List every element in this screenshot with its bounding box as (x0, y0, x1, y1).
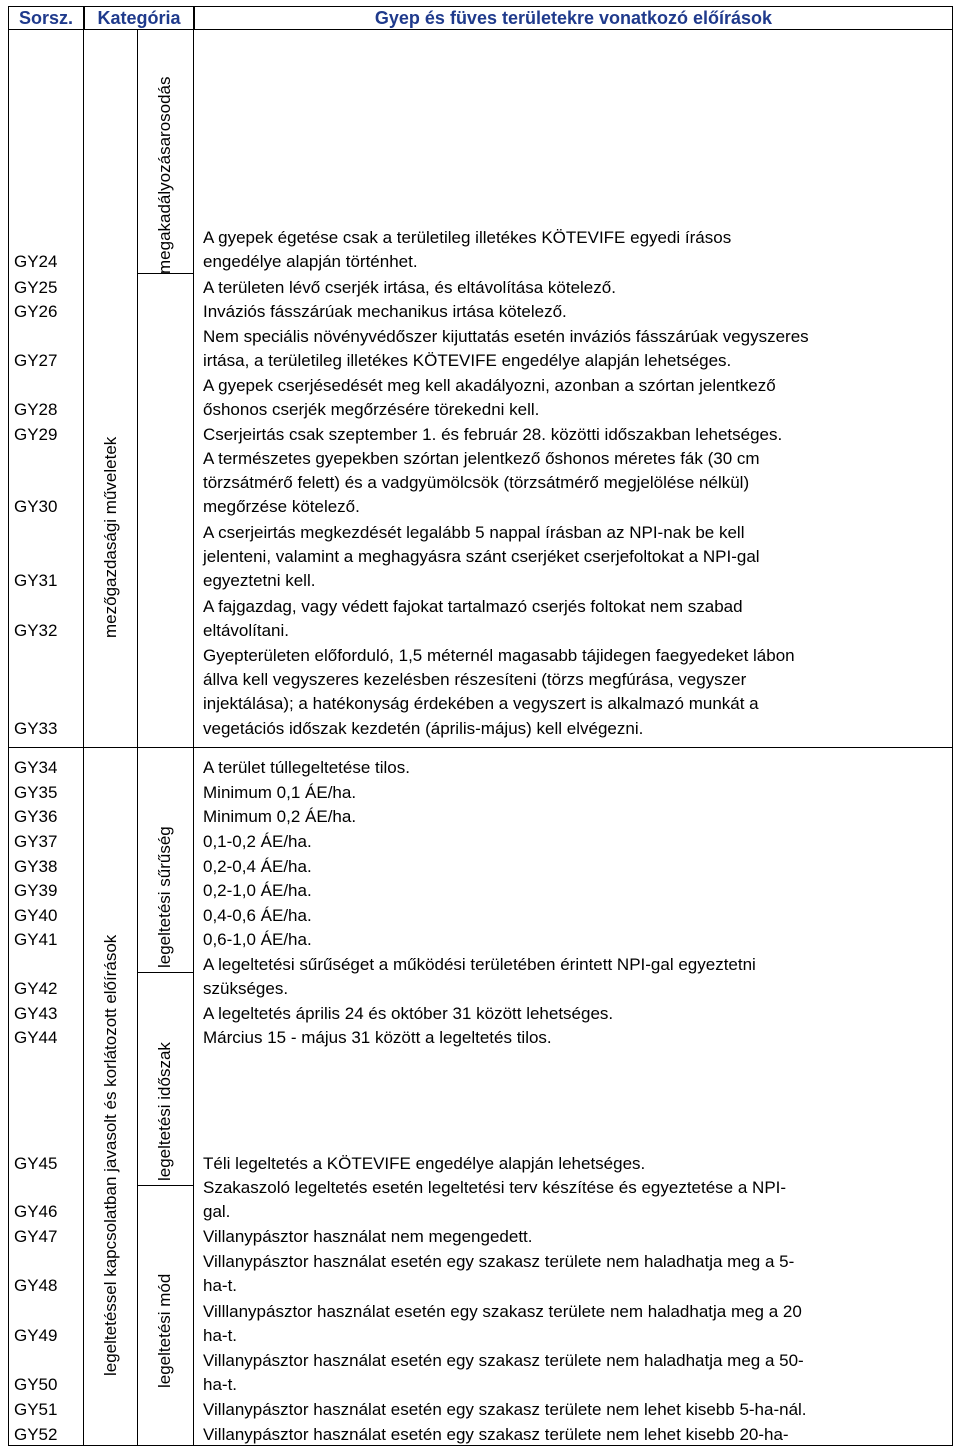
row-code: GY26 (14, 302, 58, 321)
row-description-line: A gyepek égetése csak a területileg illetékes KÖTEVIFE egyedi írásos (203, 228, 732, 247)
row-code: GY25 (14, 278, 58, 297)
row-code: GY46 (14, 1202, 58, 1222)
row-description-line: Villanypásztor használat esetén egy szakasz területe nem haladhatja meg a 50- (203, 1351, 804, 1370)
row-code: GY43 (14, 1004, 58, 1023)
row-description-line: gal. (203, 1202, 231, 1222)
row-description-line: A gyepek cserjésedését meg kell akadályozni, azonban a szórtan jelentkező (203, 376, 776, 395)
row-code: GY34 (14, 758, 58, 777)
row-code: GY30 (14, 497, 58, 517)
subcategory-idoszak: legeltetési időszak (155, 1042, 174, 1181)
row-code: GY36 (14, 807, 58, 826)
row-description-line: Villanypásztor használat esetén egy szakasz területe nem lehet kisebb 20-ha- (203, 1425, 789, 1444)
row-description-line: A legeltetési sűrűséget a működési területében érintett NPI-gal egyeztetni (203, 955, 756, 974)
row-code: GY41 (14, 930, 58, 949)
row-description-line: őshonos cserjék megőrzésére törekedni kell. (203, 400, 540, 420)
subcategory-suruseg: legeltetési sűrűség (155, 826, 174, 968)
row-description-line: Téli legeltetés a KÖTEVIFE engedélye alapján lehetséges. (203, 1154, 646, 1173)
row-description-line: Március 15 - május 31 között a legeltetés tilos. (203, 1028, 552, 1047)
row-description-line: Villanypásztor használat esetén egy szakasz területe nem haladhatja meg a 5- (203, 1252, 795, 1271)
row-code: GY42 (14, 979, 58, 999)
row-code: GY31 (14, 571, 58, 591)
row-description-line: Minimum 0,1 ÁE/ha. (203, 783, 357, 802)
row-code: GY44 (14, 1028, 58, 1047)
row-description-line: A természetes gyepekben szórtan jelentkező őshonos méretes fák (30 cm (203, 449, 760, 468)
row-code: GY24 (14, 252, 58, 272)
row-description-line: Nem speciális növényvédőszer kijuttatás esetén inváziós fásszárúak vegyszeres (203, 327, 809, 346)
row-code: GY37 (14, 832, 58, 851)
header-kategoria: Kategória (84, 6, 194, 30)
row-code: GY48 (14, 1276, 58, 1296)
row-description-line: 0,1-0,2 ÁE/ha. (203, 832, 312, 851)
category-mezogazdasagi: mezőgazdasági műveletek (101, 436, 120, 638)
row-description-line: Villanypásztor használat esetén egy szakasz területe nem lehet kisebb 5-ha-nál. (203, 1400, 807, 1419)
category-legeltetessel: legeltetéssel kapcsolatban javasolt és korlátozott előírások (101, 934, 120, 1376)
row-description-line: vegetációs időszak kezdetén (április-május) kell elvégezni. (203, 718, 644, 738)
row-description-line: Szakaszoló legeltetés esetén legeltetési terv készítése és egyeztetése a NPI- (203, 1178, 787, 1197)
row-code: GY40 (14, 906, 58, 925)
header-sorsz: Sorsz. (8, 6, 84, 30)
row-description-line: ha-t. (203, 1375, 238, 1395)
row-code: GY32 (14, 621, 58, 641)
row-code: GY33 (14, 718, 58, 738)
row-description-line: eltávolítani. (203, 621, 289, 641)
row-description-line: Villanypásztor használat nem megengedett. (203, 1227, 533, 1246)
row-code: GY39 (14, 881, 58, 900)
row-description-line: megőrzése kötelező. (203, 497, 360, 517)
row-description-line: Villlanypásztor használat esetén egy szakasz területe nem haladhatja meg a 20 (203, 1302, 802, 1321)
row-code: GY47 (14, 1227, 58, 1246)
row-description-line: állva kell vegyszeres kezelésben részesíteni (törzs megfúrása, vegyszer (203, 670, 747, 690)
row-code: GY38 (14, 857, 58, 876)
subcategory-mod: legeltetési mód (155, 1273, 174, 1388)
group-separator (8, 747, 953, 748)
row-description-line: A területen lévő cserjék irtása, és eltávolítása kötelező. (203, 278, 616, 297)
row-description-line: A legeltetés április 24 és október 31 között lehetséges. (203, 1004, 614, 1023)
row-description-line: ha-t. (203, 1326, 238, 1346)
row-description-line: szükséges. (203, 979, 289, 999)
row-description-line: jelenteni, valamint a meghagyásra szánt cserjéket cserjefoltokat a NPI-gal (203, 547, 760, 567)
row-description-line: 0,4-0,6 ÁE/ha. (203, 906, 312, 925)
row-description-line: ha-t. (203, 1276, 238, 1296)
row-code: GY49 (14, 1326, 58, 1346)
row-code: GY27 (14, 351, 58, 371)
row-description-line: A cserjeirtás megkezdését legalább 5 nappal írásban az NPI-nak be kell (203, 523, 745, 542)
row-description-line: injektálása); a hatékonyság érdekében a vegyszert is alkalmazó munkát a (203, 694, 759, 714)
row-description-line: egyeztetni kell. (203, 571, 316, 591)
row-code: GY50 (14, 1375, 58, 1395)
subcategory-separator (137, 972, 194, 973)
row-description-line: A fajgazdag, vagy védett fajokat tartalmazó cserjés foltokat nem szabad (203, 597, 743, 616)
row-description-line: Inváziós fásszárúak mechanikus irtása kötelező. (203, 302, 567, 321)
row-code: GY28 (14, 400, 58, 420)
subcategory-megakadalyozas: megakadályozásarosodás (155, 76, 174, 274)
row-description-line: Minimum 0,2 ÁE/ha. (203, 807, 357, 826)
row-description-line: Cserjeirtás csak szeptember 1. és február 28. közötti időszakban lehetséges. (203, 425, 783, 444)
row-description-line: irtása, a területileg illetékes KÖTEVIFE engedélye alapján lehetséges. (203, 351, 732, 371)
row-description-line: törzsátmérő felett) és a vadgyümölcsök (törzsátmérő megjelölése nélkül) (203, 473, 750, 493)
subcategory-separator (137, 1185, 194, 1186)
regulation-table (8, 6, 953, 1446)
row-code: GY35 (14, 783, 58, 802)
row-code: GY45 (14, 1154, 58, 1173)
row-description-line: A terület túllegeltetése tilos. (203, 758, 410, 777)
row-code: GY52 (14, 1425, 58, 1444)
row-description-line: 0,2-1,0 ÁE/ha. (203, 881, 312, 900)
row-code: GY51 (14, 1400, 58, 1419)
row-code: GY29 (14, 425, 58, 444)
row-description-line: Gyepterületen előforduló, 1,5 méternél magasabb tájidegen faegyedeket lábon (203, 646, 795, 665)
row-description-line: engedélye alapján történhet. (203, 252, 418, 272)
row-description-line: 0,6-1,0 ÁE/ha. (203, 930, 312, 949)
header-eloirasok: Gyep és füves területekre vonatkozó előírások (194, 6, 953, 30)
row-description-line: 0,2-0,4 ÁE/ha. (203, 857, 312, 876)
